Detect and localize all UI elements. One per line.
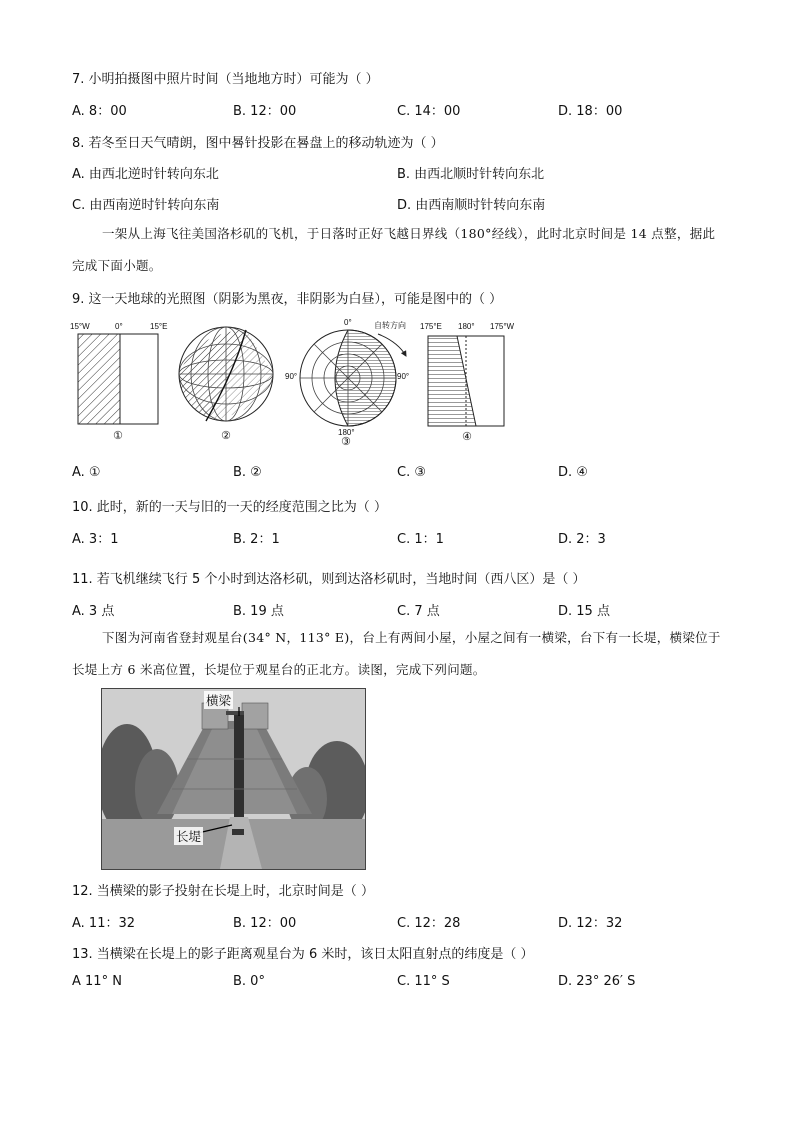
figure-3-label-top: 0° — [344, 318, 352, 327]
q11-option-d: D. 15 点 — [558, 604, 610, 619]
figure-1-label-right: 15°E — [150, 322, 168, 331]
figure-2-number: ② — [221, 429, 231, 442]
q13-option-c: C. 11° S — [397, 974, 450, 989]
q8-option-b: B. 由西北顺时针转向东北 — [397, 167, 545, 182]
figure-2-globe-diagram — [176, 322, 280, 447]
q10-stem: 10. 此时，新的一天与旧的一天的经度范围之比为（ ） — [72, 500, 387, 515]
figure-3-number: ③ — [341, 435, 351, 448]
photo-label-beam: 横梁 — [206, 693, 232, 708]
q9-option-c: C. ③ — [397, 465, 426, 480]
intro-passage-1: 一架从上海飞往美国洛杉矶的飞机，于日落时正好飞越日界线（180°经线），此时北京时间是 14 点整，据此完成下面小题。 — [72, 226, 716, 273]
figure-4-label-left: 175°E — [420, 322, 442, 331]
q7-option-d: D. 18：00 — [558, 104, 623, 119]
q8-option-a: A. 由西北逆时针转向东北 — [72, 167, 219, 182]
figure-4-number: ④ — [462, 430, 472, 443]
figure-1-number: ① — [113, 429, 123, 442]
q9-option-d: D. ④ — [558, 465, 588, 480]
q13-stem: 13. 当横梁在长堤上的影子距离观星台为 6 米时，该日太阳直射点的纬度是（ ） — [72, 947, 534, 962]
figure-3-rotation-label: 自转方向 — [374, 321, 406, 330]
q12-option-b: B. 12：00 — [233, 916, 297, 931]
q12-option-a: A. 11：32 — [72, 916, 136, 931]
figure-1-label-left: 15°W — [70, 322, 90, 331]
q7-option-c: C. 14：00 — [397, 104, 461, 119]
q11-option-b: B. 19 点 — [233, 604, 284, 619]
figure-4-label-right: 175°W — [490, 322, 515, 331]
figure-3-polar-diagram — [282, 318, 422, 448]
q8-option-d: D. 由西南顺时针转向东南 — [397, 198, 546, 213]
figure-1-rectangle-diagram — [70, 322, 170, 447]
q7-option-a: A. 8：00 — [72, 104, 127, 119]
q7-option-b: B. 12：00 — [233, 104, 297, 119]
q10-option-b: B. 2：1 — [233, 532, 280, 547]
figure-1-label-mid: 0° — [115, 322, 123, 331]
q10-option-d: D. 2：3 — [558, 532, 606, 547]
q8-stem: 8. 若冬至日天气晴朗，图中晷针投影在晷盘上的移动轨迹为（ ） — [72, 136, 444, 151]
photo-label-dike: 长堤 — [176, 829, 202, 844]
figure-4-rectangle-diagram — [420, 322, 524, 447]
q13-option-a: A 11° N — [72, 974, 122, 989]
q10-option-a: A. 3：1 — [72, 532, 119, 547]
intro-passage-2: 下图为河南省登封观星台(34° N，113° E)，台上有两间小屋，小屋之间有一横梁，台下有一长堤，横梁位于长堤上方 6 米高位置，长堤位于观星台的正北方。读图，完成下列问题。 — [72, 630, 721, 677]
figure-3-label-right: 90° — [397, 372, 410, 381]
q11-option-c: C. 7 点 — [397, 604, 440, 619]
q9-stem: 9. 这一天地球的光照图（阴影为黑夜，非阴影为白昼），可能是图中的（ ） — [72, 292, 503, 307]
q11-stem: 11. 若飞机继续飞行 5 个小时到达洛杉矶，则到达洛杉矶时，当地时间（西八区）是（ ） — [72, 572, 586, 587]
q9-option-a: A. ① — [72, 465, 101, 480]
q12-stem: 12. 当横梁的影子投射在长堤上时，北京时间是（ ） — [72, 884, 374, 899]
q8-option-c: C. 由西南逆时针转向东南 — [72, 198, 220, 213]
q11-option-a: A. 3 点 — [72, 604, 115, 619]
observatory-photo — [101, 688, 366, 870]
q13-option-b: B. 0° — [233, 974, 265, 989]
q10-option-c: C. 1：1 — [397, 532, 444, 547]
q13-option-d: D. 23° 26′ S — [558, 974, 636, 989]
figure-3-label-bottom: 180° — [338, 428, 355, 437]
q12-option-c: C. 12：28 — [397, 916, 461, 931]
q12-option-d: D. 12：32 — [558, 916, 623, 931]
figure-3-label-left: 90° — [285, 372, 298, 381]
q7-stem: 7. 小明拍摄图中照片时间（当地地方时）可能为（ ） — [72, 72, 379, 87]
q9-option-b: B. ② — [233, 465, 262, 480]
figure-4-label-mid: 180° — [458, 322, 475, 331]
